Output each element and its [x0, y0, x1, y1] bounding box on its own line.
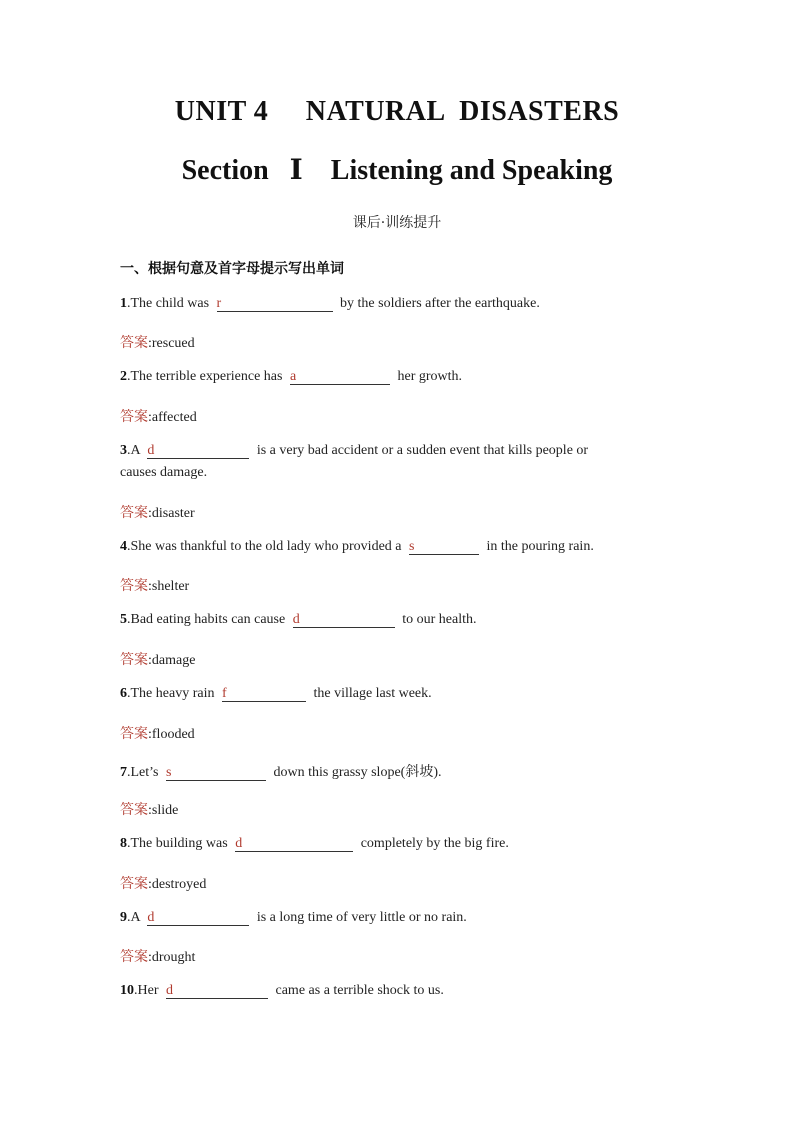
answer-text: :drought: [148, 950, 196, 965]
answer-text: :shelter: [148, 579, 190, 594]
answer-1: [120, 332, 195, 352]
question-number: 4: [120, 539, 127, 554]
question-text: .The terrible experience has: [127, 369, 286, 384]
question-text: is a very bad accident or a sudden event that kills people or: [253, 443, 589, 458]
question-number: 9: [120, 910, 127, 925]
answer-7: [120, 799, 178, 819]
question-text: .She was thankful to the old lady who provided a: [127, 539, 406, 554]
question-text: .The child was: [127, 296, 213, 311]
answer-5: [120, 649, 195, 669]
answer-text: :damage: [148, 653, 196, 668]
answer-blank[interactable]: s: [166, 765, 266, 781]
question-text: causes damage.: [120, 465, 208, 480]
question-1: [120, 296, 540, 312]
question-text: .Let’s: [127, 765, 162, 780]
subtitle: 课后·训练提升: [352, 215, 442, 231]
question-text: .A: [127, 910, 144, 925]
section-title: Section Ⅰ Listening and Speaking: [181, 155, 613, 186]
answer-blank[interactable]: d: [293, 612, 395, 628]
answer-blank[interactable]: r: [217, 296, 333, 312]
answer-blank[interactable]: d: [147, 443, 249, 459]
answer-text: :destroyed: [148, 877, 207, 892]
question-number: 8: [120, 836, 127, 851]
answer-label: 答案: [120, 949, 148, 965]
answer-4: [120, 575, 189, 595]
answer-label: 答案: [120, 726, 148, 742]
answer-text: :disaster: [148, 506, 195, 521]
question-8: [120, 836, 509, 852]
question-3: [120, 443, 588, 459]
question-text: .Bad eating habits can cause: [127, 612, 289, 627]
question-text: in the pouring rain.: [483, 539, 594, 554]
question-4: [120, 539, 594, 555]
question-text: down this grassy slope(斜坡).: [270, 765, 442, 780]
answer-label: 答案: [120, 505, 148, 521]
answer-label: 答案: [120, 409, 148, 425]
question-5: [120, 612, 476, 628]
question-number: 10: [120, 983, 134, 998]
question-text: by the soldiers after the earthquake.: [336, 296, 540, 311]
answer-text: :affected: [148, 410, 197, 425]
question-2: [120, 369, 462, 385]
question-text: completely by the big fire.: [357, 836, 509, 851]
question-text: to our health.: [398, 612, 477, 627]
part-one-heading: 一、根据句意及首字母提示写出单词: [120, 261, 344, 277]
question-6: [120, 686, 432, 702]
answer-blank[interactable]: f: [222, 686, 306, 702]
answer-label: 答案: [120, 335, 148, 351]
answer-label: 答案: [120, 876, 148, 892]
question-number: 6: [120, 686, 127, 701]
question-text: .Her: [134, 983, 162, 998]
answer-6: [120, 723, 195, 743]
answer-blank[interactable]: s: [409, 539, 479, 555]
question-text: .The heavy rain: [127, 686, 218, 701]
unit-title: UNIT 4 NATURAL DISASTERS: [174, 96, 620, 127]
answer-blank[interactable]: a: [290, 369, 390, 385]
answer-text: :rescued: [148, 336, 195, 351]
question-text: .The building was: [127, 836, 232, 851]
question-text: is a long time of very little or no rain.: [253, 910, 467, 925]
question-3-continued: [120, 465, 207, 481]
question-number: 7: [120, 765, 127, 780]
question-text: .A: [127, 443, 144, 458]
answer-8: [120, 873, 206, 893]
question-number: 2: [120, 369, 127, 384]
answer-label: 答案: [120, 802, 148, 818]
answer-9: [120, 946, 195, 966]
question-number: 5: [120, 612, 127, 627]
question-text: the village last week.: [309, 686, 432, 701]
answer-2: [120, 406, 197, 426]
answer-3: [120, 502, 195, 522]
question-number: 1: [120, 296, 127, 311]
question-10: [120, 983, 444, 999]
answer-blank[interactable]: d: [166, 983, 268, 999]
answer-label: 答案: [120, 578, 148, 594]
question-7: [120, 761, 442, 781]
question-text: came as a terrible shock to us.: [272, 983, 444, 998]
answer-text: :slide: [148, 803, 179, 818]
answer-blank[interactable]: d: [147, 910, 249, 926]
answer-text: :flooded: [148, 727, 195, 742]
question-9: [120, 910, 467, 926]
question-number: 3: [120, 443, 127, 458]
answer-blank[interactable]: d: [235, 836, 353, 852]
answer-label: 答案: [120, 652, 148, 668]
question-text: her growth.: [393, 369, 463, 384]
